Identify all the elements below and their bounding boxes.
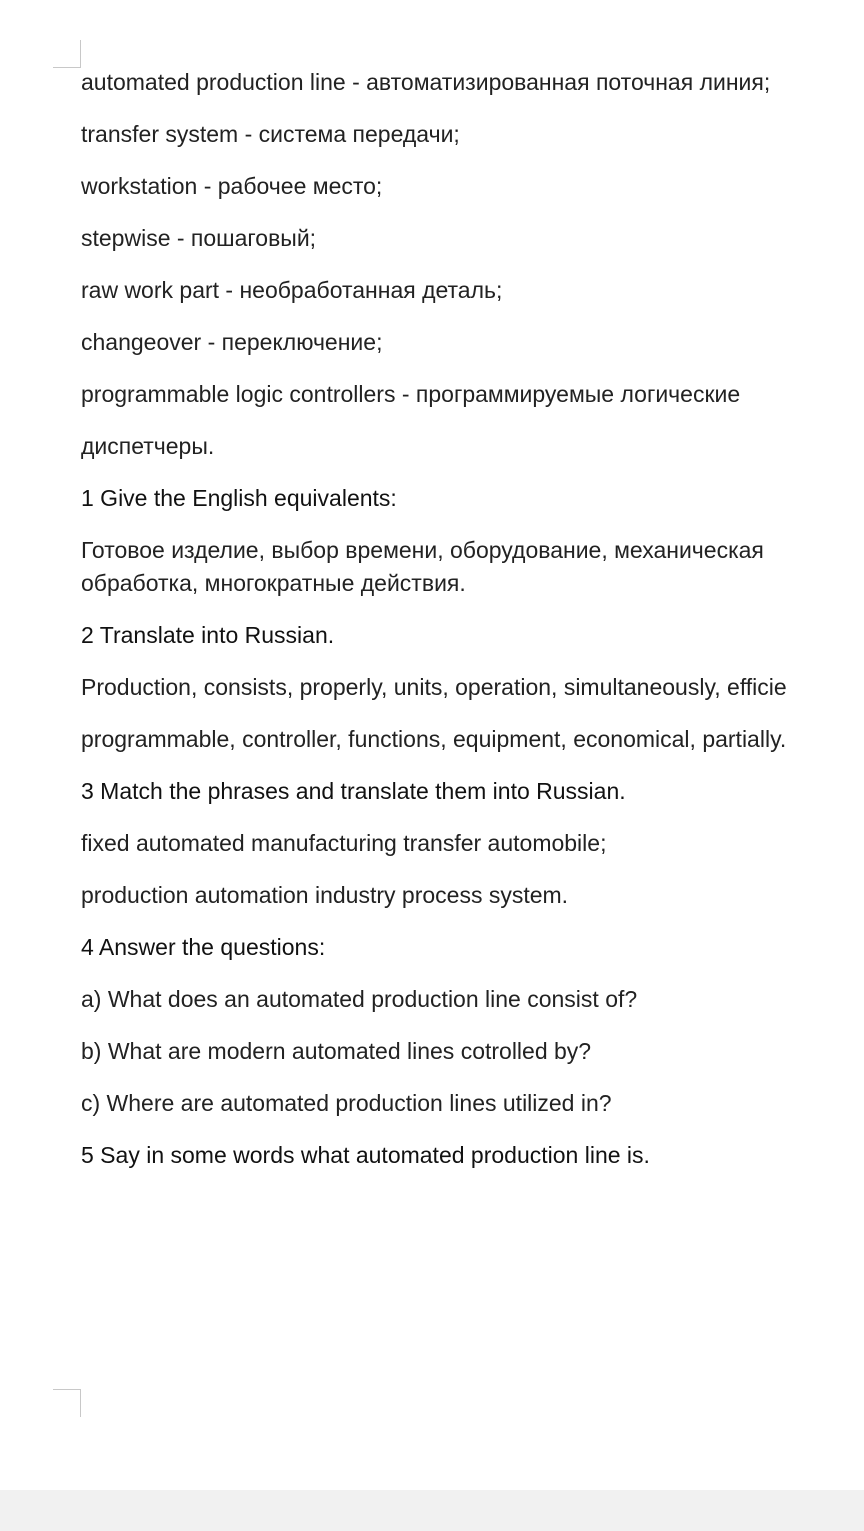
- vocab-line: automated production line - автоматизированная поточная линия;: [81, 69, 771, 95]
- bottom-left-corner-mark: [53, 1389, 81, 1417]
- vocab-line: programmable logic controllers - программируемые логические: [81, 381, 741, 407]
- vocab-line: changeover - переключение;: [81, 329, 383, 355]
- task2-words-line: Production, consists, properly, units, operation, simultaneously, efficie: [81, 674, 787, 700]
- vocab-line: transfer system - система передачи;: [81, 121, 460, 147]
- task4-question-c: c) Where are automated production lines utilized in?: [81, 1090, 612, 1116]
- task4-question-b: b) What are modern automated lines cotrolled by?: [81, 1038, 592, 1064]
- task3-heading: 3 Match the phrases and translate them into Russian.: [81, 778, 626, 804]
- vocab-line: диспетчеры.: [81, 433, 215, 459]
- task5-heading: 5 Say in some words what automated production line is.: [81, 1142, 650, 1168]
- task4-heading: 4 Answer the questions:: [81, 934, 326, 960]
- vocab-line: stepwise - пошаговый;: [81, 225, 317, 251]
- document-body: [81, 66, 864, 1191]
- top-left-corner-mark: [53, 40, 81, 68]
- task1-text: Готовое изделие, выбор времени, оборудование, механическая обработка, многократные действия.: [81, 537, 764, 596]
- task2-words-line: programmable, controller, functions, equipment, economical, partially.: [81, 726, 787, 752]
- task2-heading: 2 Translate into Russian.: [81, 622, 335, 648]
- task3-phrase-line: production automation industry process system.: [81, 882, 569, 908]
- bottom-toolbar-area: [0, 1490, 864, 1531]
- task4-question-a: a) What does an automated production line consist of?: [81, 986, 638, 1012]
- task3-phrase-line: fixed automated manufacturing transfer automobile;: [81, 830, 607, 856]
- vocab-line: raw work part - необработанная деталь;: [81, 277, 503, 303]
- task1-heading: 1 Give the English equivalents:: [81, 485, 397, 511]
- vocab-line: workstation - рабочее место;: [81, 173, 383, 199]
